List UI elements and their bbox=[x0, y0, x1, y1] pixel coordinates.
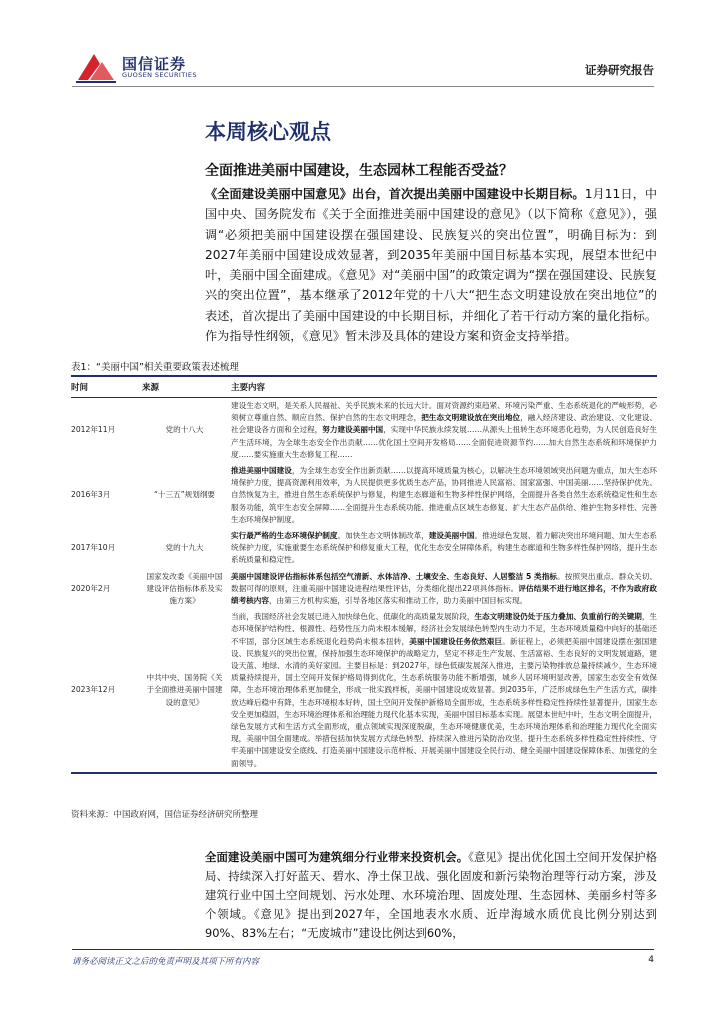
table-source: 资料来源：中国政府网，国信证券经济研究所整理 bbox=[71, 810, 259, 820]
table-caption: 表1：“美丽中国”相关重要政策表述梳理 bbox=[71, 362, 239, 373]
table-header bbox=[71, 377, 657, 397]
body-paragraph bbox=[205, 848, 657, 943]
footer-disclaimer: 请务必阅读正文之后的免责声明及其项下所有内容 bbox=[72, 957, 260, 967]
header-content: 主要内容 bbox=[231, 383, 266, 393]
section-title: 本周核心观点 bbox=[205, 120, 331, 144]
body-lead: 全面建设美丽中国可为建筑细分行业带来投资机会。 bbox=[205, 850, 469, 864]
table-row bbox=[71, 528, 657, 569]
page-header bbox=[0, 0, 724, 90]
cell-source: 党的十九大 bbox=[165, 543, 204, 553]
sub-title: 全面推进美丽中国建设，生态园林工程能否受益？ bbox=[205, 163, 513, 179]
report-type: 证券研究报告 bbox=[585, 63, 654, 77]
table-row bbox=[71, 398, 657, 463]
cell-content: 建设生态文明，是关系人民福祉、关乎民族未来的长远大计。面对资源约束趋紧、环境污染严重、生态系统退化的严峻形势，必须树立尊重自然、顺应自然、保护自然的生态文明理念，把生态文明建设放在突出地位，融入经济建设、政治建设、文化建设、社会建设各方面和全过程，努力建设美丽中国，实现中华民族永续发展……从源头上扭转生态环境恶化趋势，为人民创造良好生产生活环境，为全球生态安全作出贡献……优化国土空间开发格局……全面促进资源节约……加大自然生态系统和环境保护力度……要实施重大生态修复工程…… bbox=[231, 401, 658, 459]
cell-content: 美丽中国建设评估指标体系包括空气清新、水体洁净、土壤安全、生态良好、人居整洁 5 类指标。按照突出重点、群众关切、数据可得的原则，注重美丽中国建设进程结果性评估，分类细化提出22项具体指标。评估结果不进行地区排名，不作为政府政绩考核内容，由第三方机构实施，引导各地区落实和推动工作，助力美丽中国目标实现。 bbox=[231, 571, 657, 606]
header-divider bbox=[72, 86, 654, 87]
intro-paragraph bbox=[205, 184, 657, 346]
cell-source: 中共中央、国务院《关于全面推进美丽中国建设的意见》 bbox=[146, 673, 223, 707]
logo-text-en: GUOSEN SECURITIES bbox=[122, 71, 197, 79]
cell-source: 党的十八大 bbox=[165, 425, 204, 435]
cell-content: 推进美丽中国建设，为全球生态安全作出新贡献……以提高环境质量为核心，以解决生态环境领域突出问题为重点，加大生态环境保护力度，提高资源利用效率，为人民提供更多优质生态产品，协同推进人民富裕、国家富强、中国美丽……坚持保护优先、自然恢复为主，推进自然生态系统保护与修复，构建生态廊道和生物多样性保护网络，全面提升各类自然生态系统稳定性和生态服务功能，筑牢生态安全屏障……全面提升生态系统功能、推进重点区域生态修复、扩大生态产品供给、维护生物多样性、完善生态环境保护制度。 bbox=[231, 466, 658, 524]
body-text: 《意见》提出优化国土空间开发保护格局、持续深入打好蓝天、碧水、净土保卫战、强化固废和新污染物治理等行动方案，涉及建筑行业中国土空间规划、污水处理、水环境治理、固废处理、生态园林、美丽乡村等多个领域。《意见》提出到2027年，全国地表水水质、近岸海域水质优良比例分别达到90%、83%左右；“无废城市”建设比例达到60%， bbox=[205, 850, 657, 941]
page-number: 4 bbox=[648, 955, 654, 965]
table-row bbox=[71, 569, 657, 610]
policy-table bbox=[71, 375, 657, 774]
cell-time: 2020年2月 bbox=[71, 583, 111, 593]
guosen-logo bbox=[74, 50, 234, 84]
intro-body: 1月11日，中国中央、国务院发布《关于全面推进美丽中国建设的意见》（以下简称《意见》），强调“必须把美丽中国建设摆在强国建设、民族复兴的突出位置”，明确目标为：到2027年美丽中国建设成效显著，到2035年美丽中国目标基本实现，展望本世纪中叶，美丽中国全面建成。《意见》对“美丽中国”的政策定调为“摆在强国建设、民族复兴的突出位置”，基本继承了2012年党的十八大“把生态文明建设放在突出地位”的表述，首次提出了美丽中国建设的中长期目标，并细化了若干行动方案的量化指标。作为指导性纲领，《意见》暂未涉及具体的建设方案和资金支持举措。 bbox=[205, 187, 658, 344]
header-time: 时间 bbox=[71, 383, 89, 393]
table-row bbox=[71, 609, 657, 772]
header-source: 来源 bbox=[142, 383, 160, 393]
cell-time: 2017年10月 bbox=[71, 543, 116, 553]
intro-lead: 《全面建设美丽中国意见》出台，首次提出美丽中国建设中长期目标。 bbox=[205, 187, 585, 201]
footer-divider bbox=[72, 949, 654, 950]
cell-content: 当前，我国经济社会发展已进入加快绿色化、低碳化的高质量发展阶段，生态文明建设仍处于压力叠加、负重前行的关键期，生态环境保护结构性、根源性、趋势性压力尚未根本缓解，经济社会发展绿色转型内生动力不足，生态环境质量稳中向好的基础还不牢固，部分区域生态系统退化趋势尚未根本扭转，美丽中国建设任务依然艰巨。新征程上，必须把美丽中国建设摆在强国建设、民族复兴的突出位置，保持加强生态环境保护的战略定力，坚定不移走生产发展、生活富裕、生态良好的文明发展道路，建设天蓝、地绿、水清的美好家园。主要目标是：到2027年，绿色低碳发展深入推进，主要污染物排放总量持续减少，生态环境质量持续提升，国土空间开发保护格局得到优化，生态系统服务功能不断增强，城乡人居环境明显改善，国家生态安全有效保障，生态环境治理体系更加健全，形成一批实践样板，美丽中国建设成效显著。到2035年，广泛形成绿色生产生活方式，碳排放达峰后稳中有降，生态环境根本好转，国土空间开发保护新格局全面形成，生态系统多样性稳定性持续性显著提升，国家生态安全更加稳固，生态环境治理体系和治理能力现代化基本实现，美丽中国目标基本实现。展望本世纪中叶，生态文明全面提升，绿色发展方式和生活方式全面形成，重点领域实现深度脱碳，生态环境健康优美，生态环境治理体系和治理能力现代化全面实现，美丽中国全面建成。举措包括加快发展方式绿色转型、持续深入推进污染防治攻坚、提升生态系统多样性稳定性持续性、守牢美丽中国建设安全底线、打造美丽中国建设示范样板、开展美丽中国建设全民行动、健全美丽中国建设保障体系、加强党的全面领导。 bbox=[231, 612, 658, 768]
guosen-logo-icon bbox=[74, 50, 118, 84]
cell-time: 2012年11月 bbox=[71, 425, 116, 435]
cell-source: “十三五”规划纲要 bbox=[153, 490, 216, 500]
cell-time: 2016年3月 bbox=[71, 490, 111, 500]
table-bottom-rule bbox=[71, 772, 657, 774]
cell-content: 实行最严格的生态环境保护制度。加快生态文明体制改革，建设美丽中国。推进绿色发展、着力解决突出环境问题、加大生态系统保护力度，实施重要生态系统保护和修复重大工程，优化生态安全屏障体系，构建生态廊道和生物多样性保护网络，提升生态系统质量和稳定性。 bbox=[231, 531, 658, 565]
table-row bbox=[71, 463, 657, 528]
cell-time: 2023年12月 bbox=[71, 685, 116, 695]
logo-text-cn: 国信证券 bbox=[122, 55, 187, 73]
cell-source: 国家发改委《美丽中国建设评估指标体系及实施方案》 bbox=[146, 571, 223, 606]
